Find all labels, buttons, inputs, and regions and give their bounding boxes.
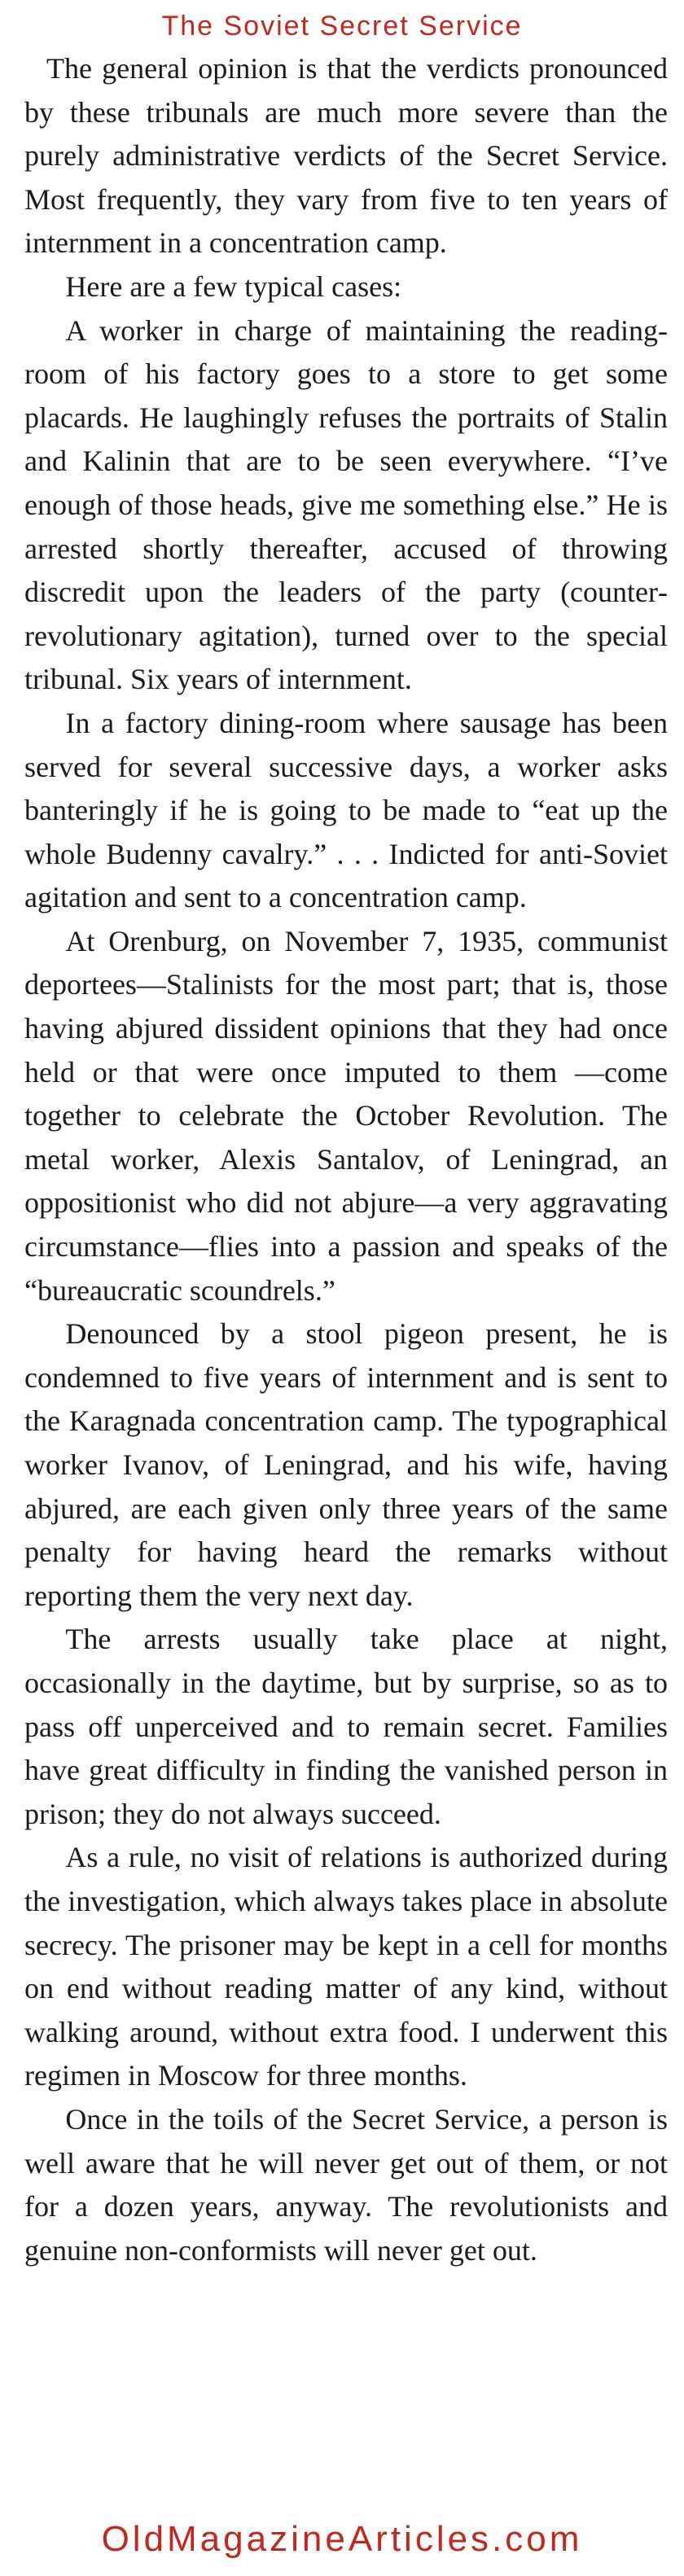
article-paragraph: As a rule, no visit of relations is authorized during the investigation, which always takes place in absolute secrecy. The prisoner may be kept in a cell for months on end without reading matter of any kind, without walking around, without extra food. I underwent this regimen in Moscow for three months. (24, 1841, 668, 2092)
article-paragraph: The arrests usually take place at night, occasionally in the daytime, but by surprise, so as to pass off unperceived and to remain secret. Families have great difficulty in finding the vanished person in prison; they do not always succeed. (24, 1623, 668, 1830)
article-paragraph: In a factory dining-room where sausage has been served for several successive days, a worker asks banteringly if he is going to be made to “eat up the whole Budenny cavalry.” . . . Indicted for anti-Soviet agitation and sent to a concentration camp. (24, 706, 668, 914)
article-paragraph: At Orenburg, on November 7, 1935, communist deportees—Stalinists for the most part; that is, those having abjured dissident opinions that they had once held or that were once imputed to them —come together to celebrate the October Revolution. The metal worker, Alexis Santalov, of Leningrad, an oppositionist who did not abjure—a very aggravating circumstance—flies into a passion and speaks of the “bureaucratic scoundrels.” (24, 924, 668, 1307)
article-paragraph: Here are a few typical cases: (65, 269, 402, 303)
source-watermark-link[interactable]: OldMagazineArticles.com (101, 2519, 583, 2559)
article-paragraph: Once in the toils of the Secret Service, a person is well aware that he will never get out of them, or not for a dozen years, anyway. The revolutionists and genuine non-conformists will never get out. (24, 2102, 668, 2267)
article-paragraph: A worker in charge of maintaining the reading-room of his factory goes to a store to get some placards. He laughingly refuses the portraits of Stalin and Kalinin that are to be seen everywhere. “I’ve enough of those heads, give me something else.” He is arrested shortly thereafter, accused of throwing discredit upon the leaders of the party (counterrevolutionary agitation), turned over to the special tribunal. Six years of internment. (24, 313, 668, 696)
article-body (24, 47, 668, 2482)
article-paragraph: Denounced by a stool pigeon present, he is condemned to five years of internment and is sent to the Karagnada concentration camp. The typographical worker Ivanov, of Leningrad, and his wife, having abjured, are each given only three years of the same penalty for having heard the remarks without reporting them the very next day. (24, 1317, 668, 1612)
article-paragraph: The general opinion is that the verdicts pronounced by these tribunals are much more severe than the purely administrative verdicts of the Secret Service. Most frequently, they vary from five to ten years of internment in a concentration camp. (24, 52, 668, 260)
running-header-title: The Soviet Secret Service (161, 11, 523, 42)
